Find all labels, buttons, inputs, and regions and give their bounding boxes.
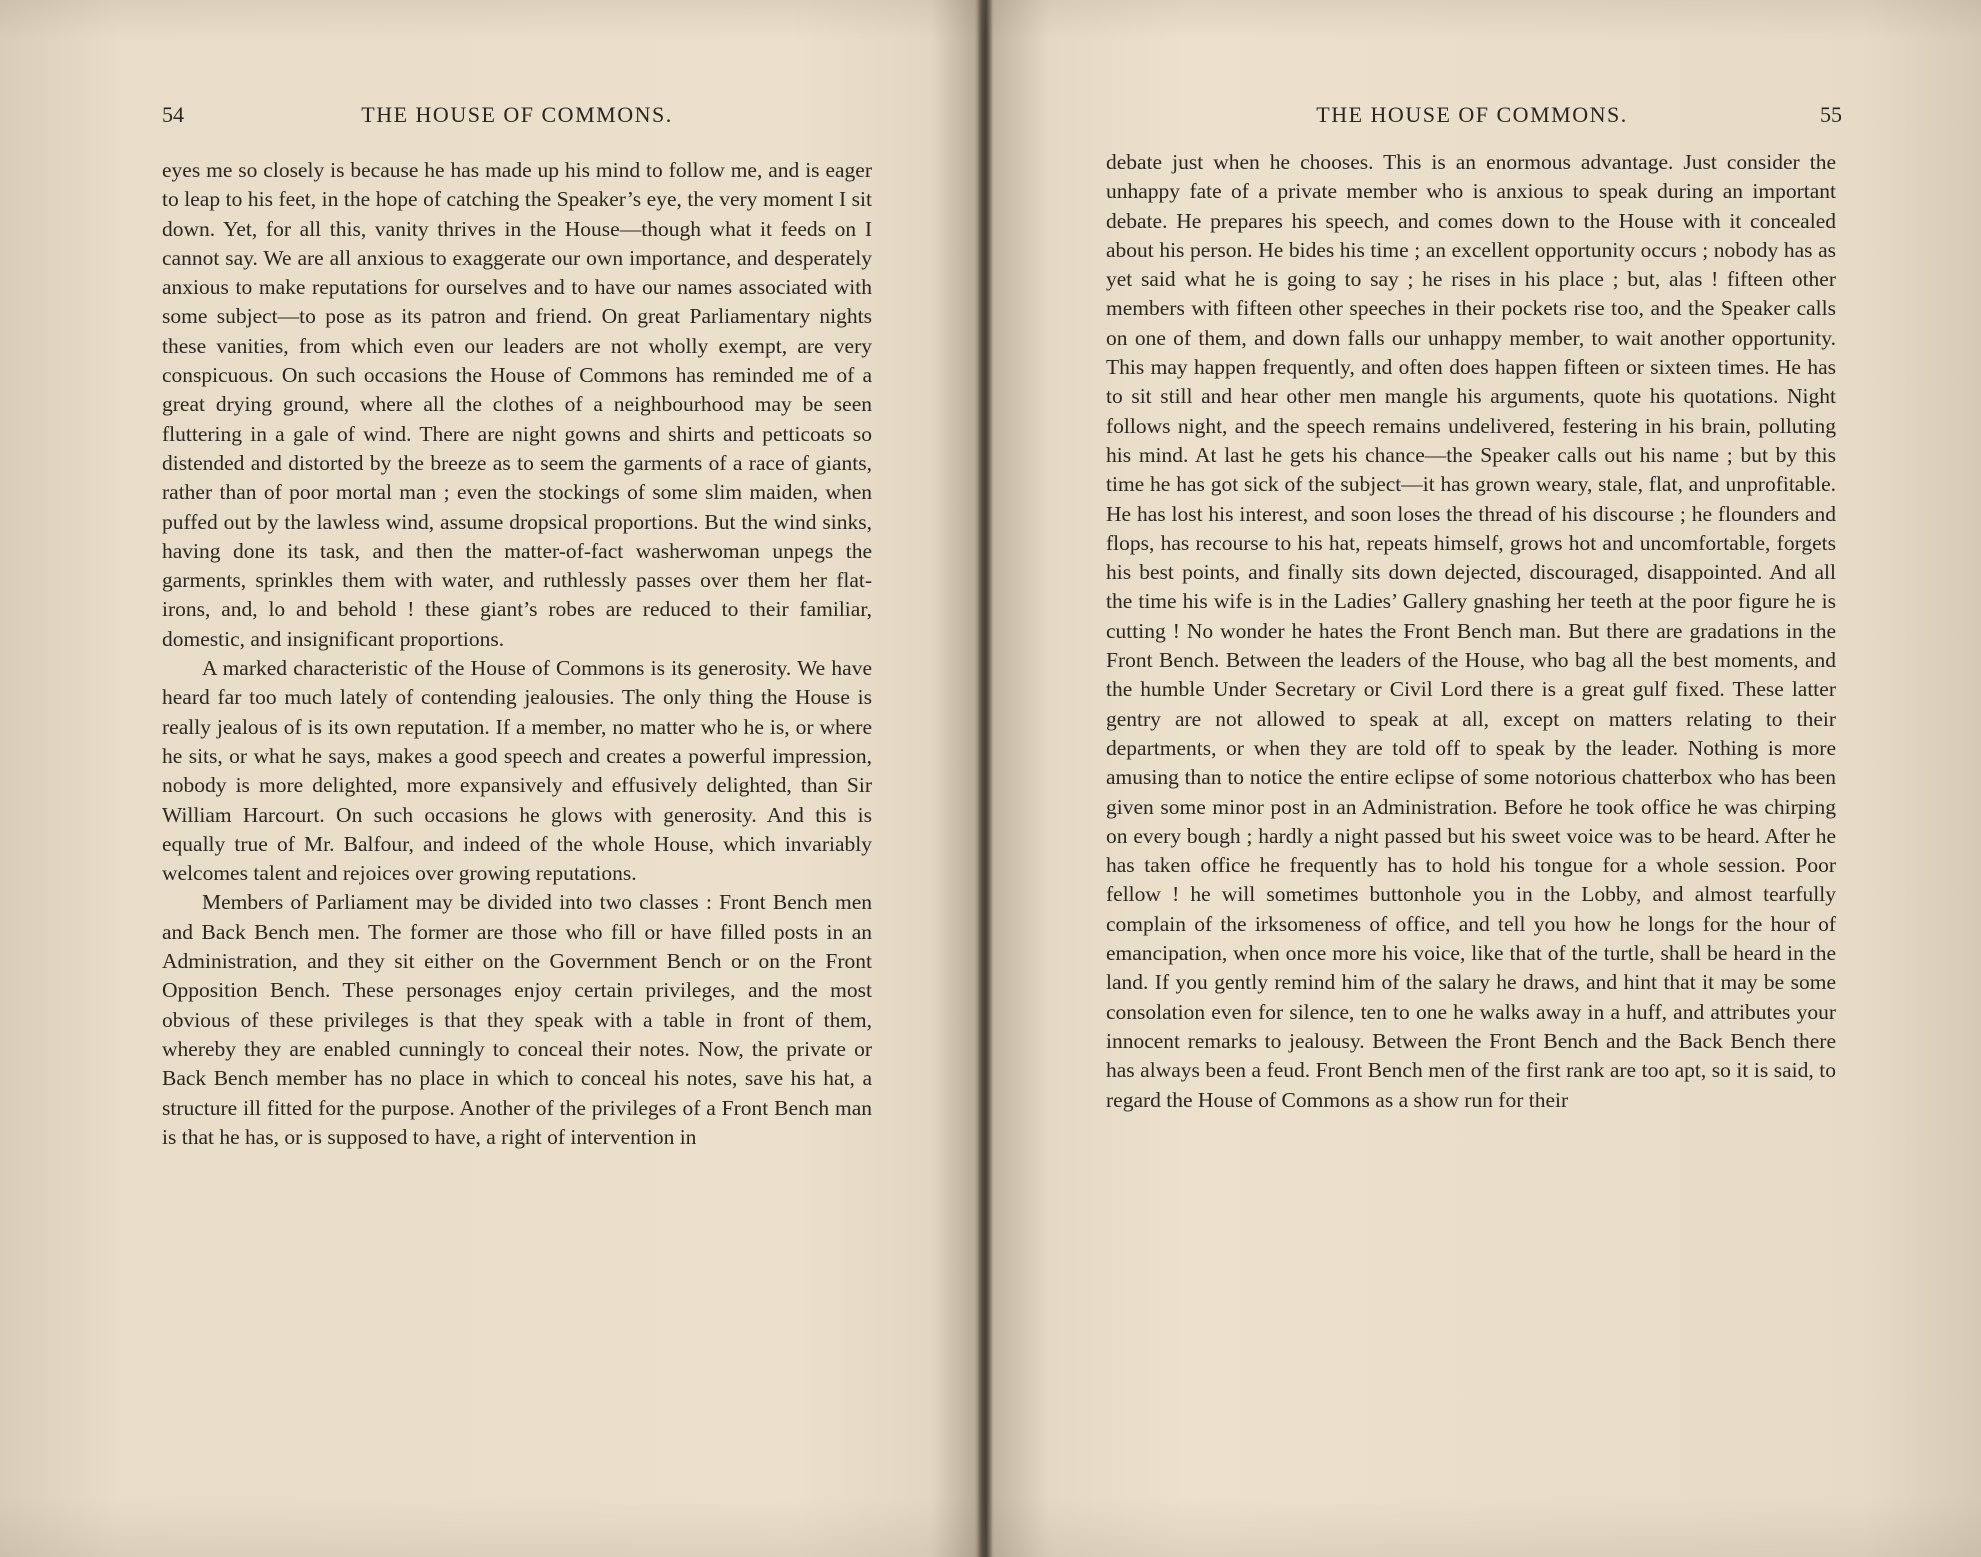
left-page-text <box>162 156 872 1152</box>
left-running-title: THE HOUSE OF COMMONS. <box>361 102 673 127</box>
right-running-title: THE HOUSE OF COMMONS. <box>1316 102 1628 127</box>
left-page-number: 54 <box>162 102 184 127</box>
right-page <box>990 0 1981 1557</box>
left-paragraph-2: A marked characteristic of the House of Commons is its generosity. We have heard far too much lately of contending jealousies. The only thing the House is really jealous of is its own reputation. If a member, no matter who he is, or where he sits, or what he says, makes a good speech and creates a powerful impression, nobody is more delighted, more expansively and effusively delighted, than Sir William Harcourt. On such occasions he glows with generosity. And this is equally true of Mr. Balfour, and indeed of the whole House, which invariably welcomes talent and rejoices over growing reputations. <box>162 656 872 886</box>
right-page-number: 55 <box>1820 102 1842 127</box>
left-page <box>0 0 980 1557</box>
left-paragraph-1: eyes me so closely is because he has made up his mind to follow me, and is eager to leap to his feet, in the hope of catching the Speaker’s eye, the very moment I sit down. Yet, for all this, vanity thrives in the House—though what it feeds on I cannot say. We are all anxious to exaggerate our own importance, and desperately anxious to make reputations for ourselves and to have our names associated with some subject—to pose as its patron and friend. On great Parliamentary nights these vanities, from which even our leaders are not wholly exempt, are very conspicuous. On such occasions the House of Commons has reminded me of a great drying ground, where all the clothes of a neighbourhood may be seen fluttering in a gale of wind. There are night gowns and shirts and petticoats so distended and distorted by the breeze as to seem the garments of a race of giants, rather than of poor mortal man ; even the stockings of some slim maiden, when puffed out by the lawless wind, assume dropsical proportions. But the wind sinks, having done its task, and then the matter-of-fact washerwoman unpegs the garments, sprinkles them with water, and ruthlessly passes over them her flat-irons, and, lo and behold ! these giant’s robes are reduced to their familiar, domestic, and insignificant proportions. <box>162 158 872 651</box>
right-page-header <box>1102 102 1842 136</box>
right-paragraph-1: debate just when he chooses. This is an enormous advantage. Just consider the unhappy fate of a private member who is anxious to speak during an important debate. He prepares his speech, and comes down to the House with it concealed about his person. He bides his time ; an excellent opportunity occurs ; nobody has as yet said what he is going to say ; he rises in his place ; but, alas ! fifteen other members with fifteen other speeches in their pockets rise too, and the Speaker calls on one of them, and down falls our unhappy member, to wait another opportunity. This may happen frequently, and often does happen fifteen or sixteen times. He has to sit still and hear other men mangle his arguments, quote his quotations. Night follows night, and the speech remains undelivered, festering in his brain, polluting his mind. At last he gets his chance—the Speaker calls out his name ; but by this time he has got sick of the subject—it has grown weary, stale, flat, and unprofitable. He has lost his interest, and soon loses the thread of his discourse ; he flounders and flops, has recourse to his hat, repeats himself, grows hot and uncomfortable, forgets his best points, and finally sits down dejected, discouraged, disappointed. And all the time his wife is in the Ladies’ Gallery gnashing her teeth at the poor figure he is cutting ! No wonder he hates the Front Bench man. But there are gradations in the Front Bench. Between the leaders of the House, who bag all the best moments, and the humble Under Secretary or Civil Lord there is a great gulf fixed. These latter gentry are not allowed to speak at all, except on matters relating to their departments, or when they are told off to speak by the leader. Nothing is more amusing than to notice the entire eclipse of some notorious chatterbox who has been given some minor post in an Administration. Before he took office he was chirping on every bough ; hardly a night passed but his sweet voice was to be heard. After he has taken office he frequently has to hold his tongue for a whole session. Poor fellow ! he will sometimes buttonhole you in the Lobby, and almost tearfully complain of the irksomeness of office, and tell you how he longs for the hour of emancipation, when once more his voice, like that of the turtle, shall be heard in the land. If you gently remind him of the salary he draws, and hint that it may be some consolation even for silence, ten to one he walks away in a huff, and attributes your innocent remarks to jealousy. Between the Front Bench and the Back Bench there has always been a feud. Front Bench men of the first rank are too apt, so it is said, to regard the House of Commons as a show run for their <box>1106 150 1836 1112</box>
left-page-header <box>162 102 872 136</box>
left-paragraph-3: Members of Parliament may be divided into two classes : Front Bench men and Back Bench men. The former are those who fill or have filled posts in an Administration, and they sit either on the Government Bench or on the Front Opposition Bench. These personages enjoy certain privileges, and the most obvious of these privileges is that they speak with a table in front of them, whereby they are enabled cunningly to conceal their notes. Now, the private or Back Bench member has no place in which to conceal his notes, save his hat, a structure ill fitted for the purpose. Another of the privileges of a Front Bench man is that he has, or is supposed to have, a right of intervention in <box>162 890 872 1149</box>
right-page-text <box>1106 148 1836 1115</box>
